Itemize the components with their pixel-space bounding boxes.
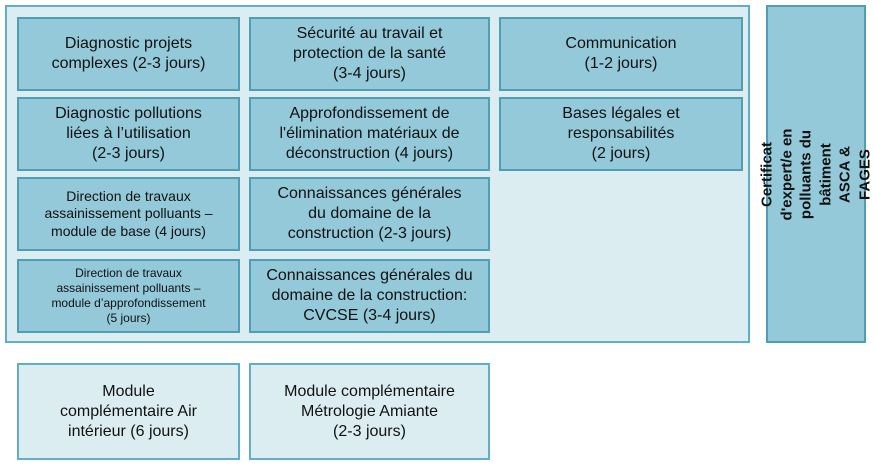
module-complementaire-metrologie-amiante [249,363,490,460]
module-direction-travaux-base [17,177,240,251]
module-label: Approfondissement de l'élimination matériaux de déconstruction (4 jours) [279,105,460,162]
module-label: Module complémentaire Métrologie Amiante (2-3 jours) [284,382,455,440]
module-label: Sécurité au travail et protection de la santé (3-4 jours) [293,25,446,82]
module-label: Module complémentaire Air intérieur (6 jours) [60,382,197,440]
module-connaissances-generales-construction [249,177,490,251]
module-label: Direction de travaux assainissement polluants – module de base (4 jours) [44,187,213,239]
module-securite-travail [249,17,490,91]
module-direction-travaux-approfondissement [17,259,240,333]
certificate-title: Certificat d'expert/e en polluants du bâtiment ASCA & FAGES [758,128,873,220]
module-label: Direction de travaux assainissement polluants – module d’approfondissement (5 jours) [51,266,206,325]
module-label: Diagnostic projets complexes (2-3 jours) [51,35,206,72]
module-label: Connaissances générales du domaine de la construction: CVCSE (3-4 jours) [266,267,473,324]
certificate-label-box [758,5,873,343]
module-label: Connaissances générales du domaine de la construction (2-3 jours) [277,185,462,242]
module-diagnostic-pollutions-utilisation [17,97,240,171]
module-label: Diagnostic pollutions liées à l’utilisation (2-3 jours) [55,105,202,162]
module-label: Communication (1-2 jours) [565,35,677,72]
module-complementaire-air-interieur [17,363,240,460]
module-bases-legales [499,97,743,171]
module-diagnostic-projets-complexes [17,17,240,91]
module-connaissances-cvcse [249,259,490,333]
module-communication [499,17,743,91]
module-label: Bases légales et responsabilités (2 jours) [562,105,680,162]
module-approfondissement-elimination [249,97,490,171]
